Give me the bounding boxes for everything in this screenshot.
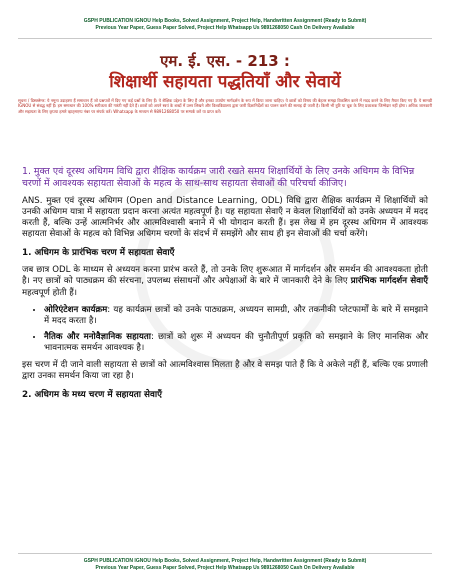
bullet-text: : यह कार्यक्रम छात्रों को उनके पाठ्यक्रम, अध्ययन सामग्री, और तकनीकी प्लेटफार्मों के बारे में समझाने में मदद करता है।	[44, 304, 428, 326]
list-item	[44, 305, 428, 327]
course-code: एम. ई. एस. - 213 :	[160, 52, 290, 70]
main-content	[22, 166, 428, 407]
disclaimer-text: सूचना / डिस्क्लेमर: ये नमूना उदाहरण हैं समाधान हैं जो प्रश्नपत्रों में दिए गए कई प्रश्नों के लिए हैं। ये शैक्षिक उद्देश्य के लिए हैं और इनका उपयोग मार्गदर्शन के रूप में किया जाना चाहिए। ये छात्रों को विषय की बेहतर समझ विकसित करने में मदद करने के लिए तैयार किए गए हैं। ये सामग्री IGNOU से संबद्ध नहीं है। हम समाधान की 100% सटीकता की गारंटी नहीं देते हैं। छात्रों को अपने स्वयं के शब्दों में उत्तर लिखने और विश्वविद्यालय द्वारा जारी दिशानिर्देशों का पालन करने की सलाह दी जाती है। किसी भी त्रुटि या चूक के लिए प्रकाशक जिम्मेदार नहीं होगा। अधिक जानकारी और सहायता के लिए कृपया हमारे व्हाट्सएप्प नंबर पर संपर्क करें।	[18, 98, 432, 114]
footer-line-1: GSPH PUBLICATION IGNOU Help Books, Solved Assignment, Project Help, Handwritten Assignment (Ready to Submit)	[83, 558, 367, 564]
question: 1. मुक्त एवं दूरस्थ अधिगम विधि द्वारा शैक्षिक कार्यक्रम जारी रखते समय शिक्षार्थियों के लिए उनके अधिगम के विभिन्न चरणों में आवश्यक सहायता सेवाओं के महत्व के साथ-साथ सहायता सेवाओं की परिचर्चा कीजिए।	[22, 166, 415, 189]
whatsapp-note: Whatsapp के माध्यम से 9891268050 पर सम्पर्क करें या प्राप्त करें।	[113, 108, 222, 114]
disclaimer	[18, 98, 432, 114]
header-line-1: GSPH PUBLICATION IGNOU Help Books, Solved Assignment, Project Help, Handwritten Assignment (Ready to Submit)	[83, 18, 367, 24]
list-item	[44, 332, 428, 354]
bullet-term: ओरिएंटेशन कार्यक्रम	[44, 304, 108, 315]
header-divider	[18, 38, 432, 39]
section-1-paragraph	[22, 265, 428, 298]
header-line-2: Previous Year Paper, Guess Paper Solved, Project Help Whatsapp Us 9891268050 Cash On Delivery Available	[95, 25, 355, 31]
bullet-text: : छात्रों को शुरू में अध्ययन की चुनौतीपूर्ण प्रकृति को समझाने के लिए मानसिक और भावनात्मक समर्थन आवश्यक है।	[44, 331, 428, 353]
section-2-heading: 2. अधिगम के मध्य चरण में सहायता सेवाएँ	[22, 390, 163, 401]
page-header	[0, 18, 450, 36]
course-title: शिक्षार्थी सहायता पद्धतियाँ और सेवायें	[109, 72, 341, 92]
section-1-closing: इस चरण में दी जाने वाली सहायता से छात्रों को आत्मविश्वास मिलता है और वे समझ पाते हैं कि वे अकेले नहीं हैं, बल्कि एक प्रणाली द्वारा उनका समर्थन किया जा रहा है।	[22, 360, 429, 382]
answer-intro: ANS. मुक्त एवं दूरस्थ अधिगम (Open and Distance Learning, ODL) विधि द्वारा शैक्षिक कार्यक्रम में शिक्षार्थियों को उनकी अधिगम यात्रा में सहायता प्रदान करना अत्यंत महत्वपूर्ण है। यह सहायता सेवाएँ न केवल शिक्षार्थियों को उनके अध्ययन में मदद करती हैं, बल्कि उन्हें आत्मनिर्भर और आत्मविश्वासी बनाने में भी योगदान करती हैं। इस लेख में हम दूरस्थ अधिगम में आवश्यक सहायता सेवाओं के महत्व को विभिन्न अधिगम चरणों के संदर्भ में समझेंगे और साथ ही इन सेवाओं की चर्चा करेंगे।	[22, 196, 428, 240]
section-1-bold-term: प्रारंभिक मार्गदर्शन सेवाएँ	[350, 276, 428, 287]
footer-line-2: Previous Year Paper, Guess Paper Solved, Project Help Whatsapp Us 9891268050 Cash On Delivery Available	[95, 565, 355, 571]
footer-divider	[18, 553, 432, 554]
section-1-text-before: जब छात्र ODL के माध्यम से अध्ययन करना प्रारंभ करते हैं, तो उनके लिए शुरूआत में मार्गदर्शन और समर्थन की आवश्यकता होती है। नए छात्रों को पाठ्यक्रम की संरचना, उपलब्ध संसाधनों और अपेक्षाओं के बारे में जानकारी देने के लिए	[22, 265, 428, 287]
support-services-list	[22, 305, 428, 354]
bullet-term: नैतिक और मनोवैज्ञानिक सहायता	[44, 331, 151, 342]
section-1-heading: 1. अधिगम के प्रारंभिक चरण में सहायता सेवाएँ	[22, 248, 175, 259]
page-footer	[0, 558, 450, 576]
title-block	[0, 52, 450, 93]
section-1-text-after: महत्वपूर्ण होती हैं।	[22, 287, 78, 298]
